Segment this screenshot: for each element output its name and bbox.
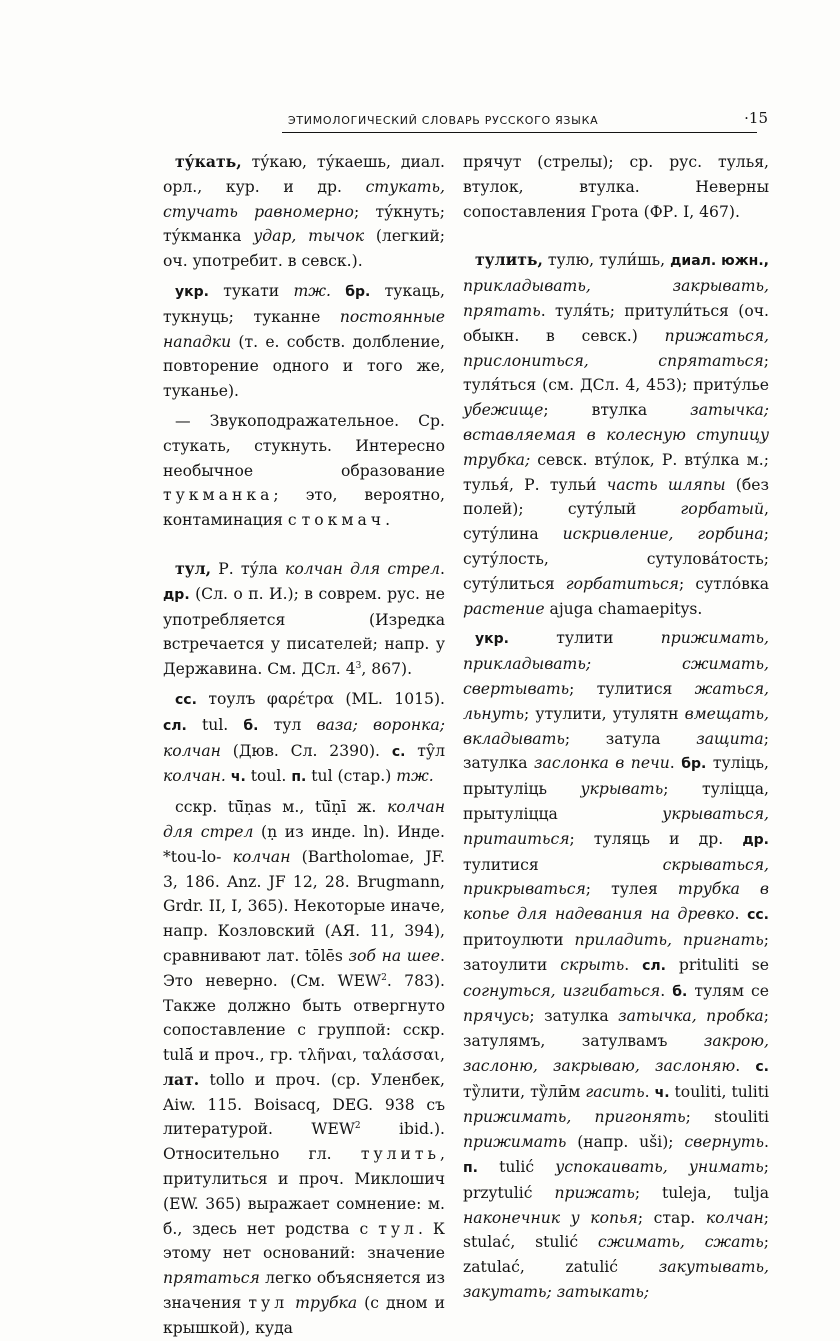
text-run: — Звукоподражательное. Ср. стукать, стукнуть. Интересно необычное образование xyxy=(163,411,445,480)
gloss: колчан. xyxy=(163,767,226,786)
text-run: ; это, вероятно, контаминация с xyxy=(163,486,445,530)
text-run: ; stouliti xyxy=(685,1108,770,1127)
gloss: горбатый xyxy=(680,500,765,519)
text-run: tulić xyxy=(478,1158,556,1177)
text-run: ; утулити, утулятн xyxy=(524,704,685,723)
gloss: прятаться xyxy=(163,1269,260,1288)
language-abbr: п. xyxy=(291,769,307,786)
gloss: прижимать, пригонять xyxy=(463,1108,686,1127)
gloss: горбатиться xyxy=(565,574,680,593)
text-run: ; затулямъ, затулвамъ xyxy=(463,1007,769,1051)
gloss: скрыть xyxy=(560,955,625,974)
headword: тулить, xyxy=(475,250,543,270)
gloss: тж. xyxy=(293,281,331,300)
language-abbr: укр. xyxy=(475,631,509,648)
text-run: , 867). xyxy=(361,660,413,679)
text-run: . xyxy=(624,955,643,974)
gloss: колчан xyxy=(705,1208,764,1227)
gloss: приладить, пригнать xyxy=(574,930,764,949)
text-run: (напр. uši); xyxy=(566,1133,685,1152)
text-run: . xyxy=(735,1056,756,1075)
text-run: тукати xyxy=(208,281,294,300)
gloss: наконечник у копья xyxy=(463,1208,638,1227)
superscript: 2 xyxy=(354,1121,361,1132)
headword: ту́кать, xyxy=(175,152,242,171)
language-abbr: с. xyxy=(755,1058,769,1075)
language-abbr: п. xyxy=(463,1160,478,1177)
text-run: тулитися xyxy=(463,855,663,874)
text-run: tollo и проч. (ср. Уленбек, Aiw. 115. Boisacq, DEG. 938 съ литературой. WEW xyxy=(163,1070,445,1139)
running-header xyxy=(282,105,770,133)
text-run: притоулюти xyxy=(463,930,575,949)
right-column xyxy=(463,150,769,1305)
text-run xyxy=(331,282,345,300)
language-abbr: сс. xyxy=(175,691,197,708)
text-run: ; туліцца, прытуліцца xyxy=(463,780,769,823)
text-run: сскр. tū̃ṇas м., tū̃ṇī ж. xyxy=(175,798,388,817)
text-run: touliti, tuliti xyxy=(669,1082,769,1101)
text-run: ; stulać, stulić xyxy=(463,1208,769,1252)
language-abbr: бр. xyxy=(681,756,707,773)
running-title: ЭТИМОЛОГИЧЕСКИЙ СЛОВАРЬ РУССКОГО ЯЗЫКА xyxy=(288,114,599,127)
text-run: . xyxy=(644,1082,655,1101)
entry-tulit xyxy=(463,248,769,621)
spaced-word: тулить xyxy=(360,1145,441,1164)
text-run: . Это неверно. (См. WEW xyxy=(163,946,445,990)
gloss: заслонка в печи xyxy=(534,754,670,773)
gloss: ваза; воронка; колчан xyxy=(163,715,446,760)
superscript: 2 xyxy=(381,972,387,983)
gloss: укрываться, притаиться xyxy=(463,804,769,848)
language-abbr: др. xyxy=(163,586,190,603)
text-run: . К этому нет оснований: значение xyxy=(163,1219,445,1263)
text-run: ; тулитися xyxy=(569,679,695,698)
gloss: колчан для стрел xyxy=(163,798,445,841)
text-run: ; przytulić xyxy=(463,1158,769,1202)
text-run: тул xyxy=(258,715,317,734)
language-abbr: ч. xyxy=(230,769,246,786)
text-run: ; затула xyxy=(564,729,697,748)
text-run: , притулиться и проч. Миклошич (EW. 365) выражает сомнение: м. б., здесь нет родства с xyxy=(163,1145,445,1238)
bold-word: лат. xyxy=(163,1069,200,1089)
text-run: . xyxy=(440,559,445,578)
language-abbr: др. xyxy=(742,831,769,848)
paragraph xyxy=(463,150,769,224)
text-run: ту̑л xyxy=(405,741,445,760)
gloss: прячусь xyxy=(463,1007,530,1026)
text-run: ; затулка xyxy=(463,729,769,773)
text-run: ; втулка xyxy=(543,401,691,420)
text-run: тоулъ φαρέτρα (ML. 1015). xyxy=(196,689,445,708)
superscript: 3 xyxy=(355,660,362,671)
text-run: tul (стар.) xyxy=(306,767,397,786)
text-run: ; сутло́вка xyxy=(679,574,769,593)
language-abbr: сс. xyxy=(747,907,769,924)
gloss: трубка в копье для надевания на древко xyxy=(463,880,769,924)
language-abbr: укр. xyxy=(175,283,209,300)
text-run: . xyxy=(385,511,391,530)
gloss: растение xyxy=(463,599,545,618)
text-run: ; zatulać, zatulić xyxy=(463,1233,769,1277)
text-run xyxy=(288,1294,295,1312)
left-column xyxy=(163,150,445,1341)
paragraph xyxy=(163,409,445,533)
gloss: сжимать, сжать xyxy=(597,1233,764,1252)
text-run: ; tuleja, tulja xyxy=(634,1183,770,1202)
gloss: укрывать xyxy=(580,780,664,799)
gloss: прижать xyxy=(554,1183,635,1202)
spaced-word: тукманка xyxy=(163,486,274,505)
gloss: скрываться, прикрываться xyxy=(463,855,769,899)
text-run: . xyxy=(734,905,748,924)
language-abbr: ч. xyxy=(654,1084,670,1101)
text-run: (т. е. собств. долбление, повторение одного и того же, туканье). xyxy=(163,332,445,401)
page-number: ·15 xyxy=(744,109,768,127)
gloss: стукать, стучать равномерно xyxy=(163,177,445,221)
gloss: жаться, льнуть xyxy=(463,679,769,723)
text-run: , суту́лина xyxy=(463,500,769,544)
gloss: успокаивать, унимать xyxy=(555,1158,764,1177)
text-run: ту̏лити, ту̏лӣм xyxy=(463,1082,586,1101)
text-run: тукаць, тукнуць; туканне xyxy=(163,281,445,326)
text-run: (легкий; оч. употребит. в севск.). xyxy=(163,227,446,271)
gloss: часть шляпы xyxy=(606,475,726,494)
gloss: гасить xyxy=(585,1082,645,1101)
text-run: туліць, прытуліць xyxy=(463,754,769,799)
gloss: колчан xyxy=(232,847,291,866)
language-abbr: бр. xyxy=(345,283,371,300)
text-run: (без полей); суту́лый xyxy=(463,475,770,519)
text-run: ; туля́ться (см. ДСл. 4, 453); притýлье xyxy=(463,351,769,395)
gloss: тж. xyxy=(396,767,434,786)
text-run: prituliti se xyxy=(665,955,769,974)
text-run: . xyxy=(669,754,682,773)
language-abbr: диал. южн., xyxy=(670,253,769,270)
gloss: прижаться, прислониться, спрятаться xyxy=(463,326,769,370)
language-abbr: сл. xyxy=(642,957,666,974)
spaced-word: тул xyxy=(378,1219,418,1238)
gloss: трубка xyxy=(295,1294,358,1313)
text-run: tul. xyxy=(186,715,244,734)
text-run: (с дном и крышкой), куда xyxy=(163,1294,445,1337)
text-run: севск. втýлок, Р. втýлка м.; тулья́, Р. тульи́ xyxy=(463,450,769,494)
text-run: прячут (стрелы); ср. рус. тулья, втулок, втулка. Неверны сопоставления Грота (ФР. I, 467). xyxy=(463,153,769,221)
text-run: (ṇ из инде. ln). Инде. *tou-lo- xyxy=(163,822,445,866)
text-run: тулям се xyxy=(687,981,769,1000)
headword: тул, xyxy=(175,558,212,578)
gloss: прижимать xyxy=(463,1133,567,1152)
text-run: (Сл. о п. И.); в соврем. рус. не употребляется (Изредка встречается у писателей; напр. у Державина. См. ДСл. 4 xyxy=(163,584,445,679)
paragraph xyxy=(463,626,769,1305)
gloss: затычка, пробка xyxy=(618,1007,764,1026)
text-run: тулю, тули́шь, xyxy=(542,251,671,270)
text-run: ; туляць и др. xyxy=(569,829,743,848)
text-run: ; тулея xyxy=(585,880,678,899)
gloss: согнуться, изгибаться xyxy=(463,981,661,1000)
text-run: ; затоулити xyxy=(463,930,769,974)
text-run: ; стар. xyxy=(637,1208,706,1227)
spaced-word: тул xyxy=(248,1294,289,1313)
language-abbr: б. xyxy=(672,983,688,1000)
gloss: убежище xyxy=(463,401,544,420)
gloss: колчан для стрел xyxy=(285,559,441,578)
entry-tukat xyxy=(163,150,445,274)
paragraph xyxy=(163,795,445,1341)
language-abbr: с. xyxy=(391,743,406,760)
text-run: тулити xyxy=(508,629,661,648)
gloss: прижимать, прикладывать; сжимать, свертывать xyxy=(463,629,769,698)
gloss: искривление, горбина xyxy=(562,525,764,544)
text-run: . xyxy=(764,1133,769,1152)
text-run: Р. ту́ла xyxy=(211,559,286,578)
language-abbr: сл. xyxy=(163,717,187,734)
gloss: закрою, заслоню, закрываю, заслоняю xyxy=(463,1032,769,1075)
text-run: . туля́ть; притули́ться (оч. обыкн. в севск.) xyxy=(463,301,769,345)
text-run: . 783). Также должно быть отвергнуто сопоставление с группой: сскр. tulā́ и проч., гр. τλῆναι, ταλάσσαι, xyxy=(163,971,445,1065)
gloss: закутывать, закутать; затыкать; xyxy=(463,1258,769,1302)
paragraph xyxy=(163,687,445,790)
text-run: ; суту́лость, сутулова́тость; суту́литься xyxy=(463,525,769,593)
gloss: постоянные нападки xyxy=(163,307,445,351)
text-run: легко объясняется из значения xyxy=(163,1269,445,1313)
gloss: затычка; вставляемая в колесную ступицу трубка; xyxy=(463,401,769,469)
header-rule xyxy=(282,132,757,133)
gloss: зоб на шее xyxy=(348,946,441,965)
text-run: ; затулка xyxy=(529,1007,619,1026)
gloss: вмещать, вкладывать xyxy=(463,704,769,748)
gloss: свернуть xyxy=(684,1133,765,1152)
text-run: (Дюв. Сл. 2390). xyxy=(220,741,392,760)
text-run: ту́каю, ту́каешь, диал. орл., кур. и др. xyxy=(163,153,445,196)
gloss: прикладывать, закрывать, прятать xyxy=(463,277,769,320)
entry-tul xyxy=(163,557,445,682)
text-run: toul. xyxy=(245,767,292,786)
gloss: защита xyxy=(696,729,764,748)
text-run: ibid.). Относительно гл. xyxy=(163,1120,445,1164)
gloss: удар, тычок xyxy=(253,227,365,246)
language-abbr: б. xyxy=(243,717,259,734)
text-run: . xyxy=(660,981,673,1000)
text-run: ; ту́кнуть; ту́кманка xyxy=(163,202,445,246)
text-run: (Bartholomae, JF. 3, 186. Anz. JF 12, 28. Brugmann, Grdr. II, I, 365). Некоторые иначе, напр. Козловский (АЯ. 11, 394), сравнивают лат. tōlēs xyxy=(163,847,445,965)
spaced-word: токмач xyxy=(301,511,386,530)
text-run: ajuga chamaepitys. xyxy=(544,599,703,618)
paragraph xyxy=(163,279,445,404)
